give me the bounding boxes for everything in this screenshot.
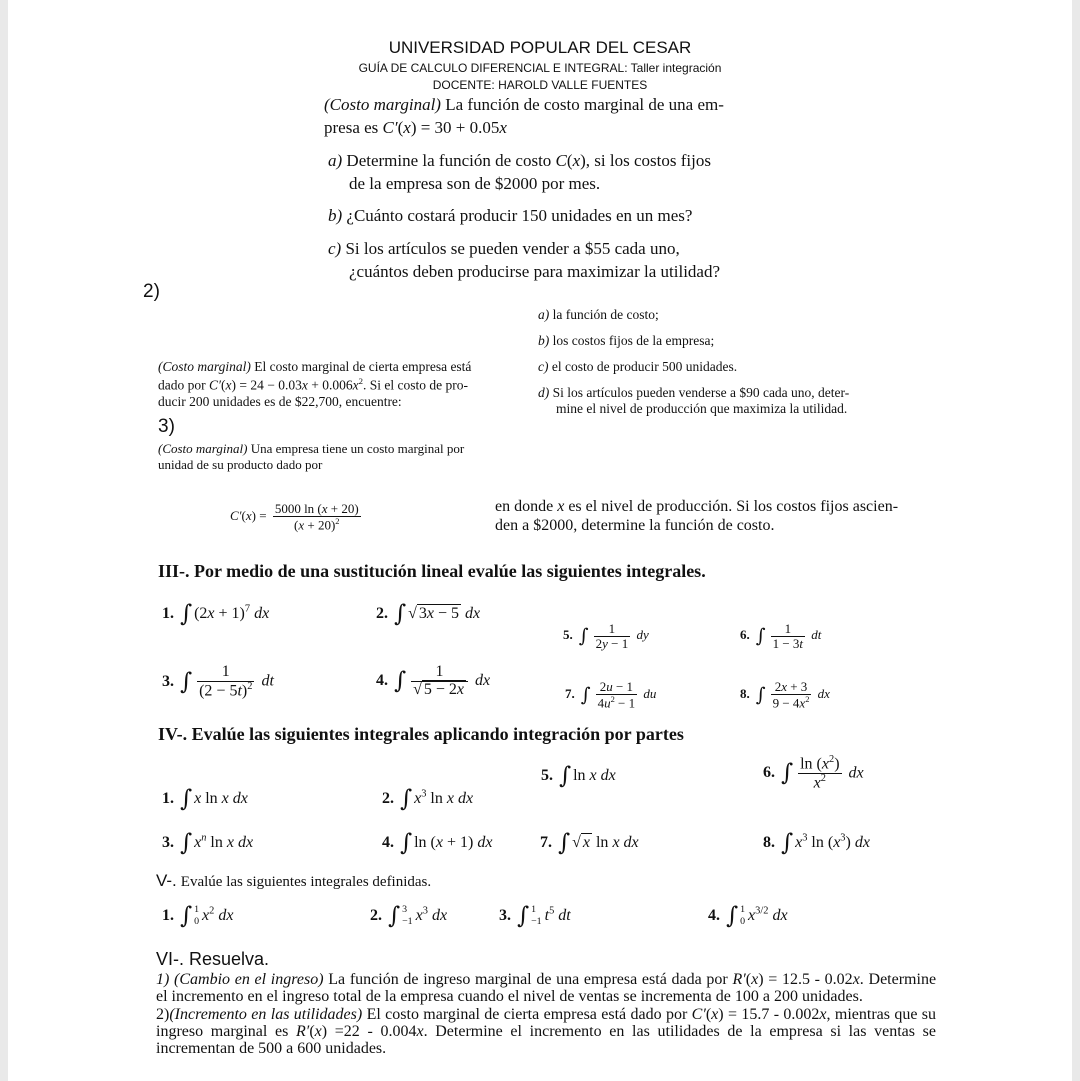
section3-integral-7: 7. ∫ $\frac{2u - 1}{4u^2 - 1}$ du: [565, 679, 657, 710]
problem2-line3: ducir 200 unidades es de $22,700, encuentre:: [158, 394, 402, 409]
problem3-line3: en donde x es el nivel de producción. Si los costos fijos ascien-: [495, 498, 899, 515]
section4-integral-6: 6. ∫ $\frac{\ln (x^2)}{x^2}$ dx: [763, 754, 864, 792]
section3-integral-4: 4. ∫ $\frac{1}{√ 5 - 2x}$ dx: [376, 663, 491, 698]
section3-integral-1: 1. ∫ $(2x + 1)^7$ dx: [162, 600, 270, 627]
section3-integral-5: 5. ∫ $\frac{1}{2y - 1}$ dy: [563, 621, 649, 651]
problem2-number: 2): [143, 281, 160, 302]
section3-integral-2: 2. ∫ √ 3x − 5 dx: [376, 600, 481, 627]
problem2-item-d: d) Si los artículos pueden venderse a $90 cada uno, deter-: [538, 385, 850, 400]
problem3-line2: unidad de su producto dado por: [158, 457, 323, 472]
section5-integral-1: 1. ∫ 1 0 $x^2$ dx: [162, 902, 234, 929]
problem2-item-b: b) los costos fijos de la empresa;: [538, 333, 715, 348]
section6-problem2: 2)(Incremento en las utilidades) El costo marginal de cierta empresa está dado por C′(x) = 15.7 - 0.002x, mientras que su ingreso marginal es R′(x) =22 - 0.004x. Determine el incremento en las utilidades de la empresa si las ventas se incrementan de 500 a 600 unidades.: [156, 1006, 937, 1057]
teacher-name: DOCENTE: HAROLD VALLE FUENTES: [432, 78, 648, 92]
section4-integral-4: 4. ∫ ln (x + 1) dx: [382, 829, 493, 856]
section5-integral-4: 4. ∫ 1 0 $x^{3/2}$ dx: [708, 902, 788, 929]
section4-integral-3: 3. ∫ $x^n$ ln x dx: [162, 829, 254, 856]
section5-title: V-. Evalúe las siguientes integrales definidas.: [156, 871, 432, 890]
problem1-line1: (Costo marginal) La función de costo marginal de una em-: [324, 95, 724, 114]
problem1-part-b: b) ¿Cuánto costará producir 150 unidades en un mes?: [328, 206, 693, 225]
problem3-formula: C′(x) = $\frac{5000 \ln (x + 20)}{(x + 20)^2}$: [230, 501, 359, 532]
section6-title: VI-. Resuelva.: [156, 949, 270, 969]
section3-integral-8: 8. ∫ $\frac{2x + 3}{9 - 4x^2}$ dx: [740, 679, 830, 710]
problem1-line2: presa es C′(x) = 30 + 0.05x: [324, 118, 507, 137]
problem2-line1: (Costo marginal) El costo marginal de cierta empresa está: [158, 359, 472, 374]
problem2-item-d-cont: mine el nivel de producción que maximiza la utilidad.: [556, 401, 848, 416]
document-page: [8, 0, 1072, 1081]
problem3-line4: den a $2000, determine la función de costo.: [495, 517, 775, 534]
problem3-line1: (Costo marginal) Una empresa tiene un costo marginal por: [158, 441, 465, 456]
section3-title: III-. Por medio de una sustitución lineal evalúe las siguientes integrales.: [158, 561, 706, 581]
section4-title: IV-. Evalúe las siguientes integrales aplicando integración por partes: [158, 724, 684, 744]
section4-integral-1: 1. ∫ x ln x dx: [162, 785, 248, 812]
section4-integral-2: 2. ∫ $x^3$ ln x dx: [382, 785, 474, 812]
section4-integral-8: 8. ∫ $x^3$ $\ln (x^3)$ dx: [763, 829, 870, 856]
problem3-number: 3): [158, 416, 175, 437]
problem1-part-a: a) Determine la función de costo C(x), si los costos fijos: [328, 151, 711, 170]
section3-integral-3: 3. ∫ $\frac{1}{(2 - 5t)^2}$ dt: [162, 663, 274, 700]
problem2-line2: dado por $C'(x) = 24 - 0.03x + 0.006x^2$. Si el costo de pro-: [158, 376, 468, 393]
problem1-part-a-cont: de la empresa son de $2000 por mes.: [349, 174, 601, 193]
section4-integral-5: 5. ∫ ln x dx: [541, 762, 616, 789]
problem2-item-c: c) el costo de producir 500 unidades.: [538, 359, 738, 374]
guide-title: GUÍA DE CALCULO DIFERENCIAL E INTEGRAL: Taller integración: [358, 61, 722, 75]
section6-problem1: 1) (Cambio en el ingreso) La función de ingreso marginal de una empresa está dada por R′(x) = 12.5 - 0.02x. Determine el incremento en el ingreso total de la empresa cuando el nivel de ventas se incrementa de 100 a 200 unidades.: [156, 971, 937, 1005]
section5-integral-2: 2. ∫ 3 −1 $x^3$ dx: [370, 902, 448, 929]
university-title: UNIVERSIDAD POPULAR DEL CESAR: [388, 38, 692, 57]
problem1-part-c-cont: ¿cuántos deben producirse para maximizar la utilidad?: [349, 262, 721, 281]
section3-integral-6: 6. ∫ $\frac{1}{1 - 3t}$ dt: [740, 621, 822, 651]
section5-integral-3: 3. ∫ 1 −1 $t^5$ dt: [499, 902, 571, 929]
section4-integral-7: 7. ∫ √ x ln x dx: [540, 829, 639, 856]
problem2-item-a: a) la función de costo;: [538, 307, 659, 322]
problem1-part-c: c) Si los artículos se pueden vender a $55 cada uno,: [328, 239, 680, 258]
